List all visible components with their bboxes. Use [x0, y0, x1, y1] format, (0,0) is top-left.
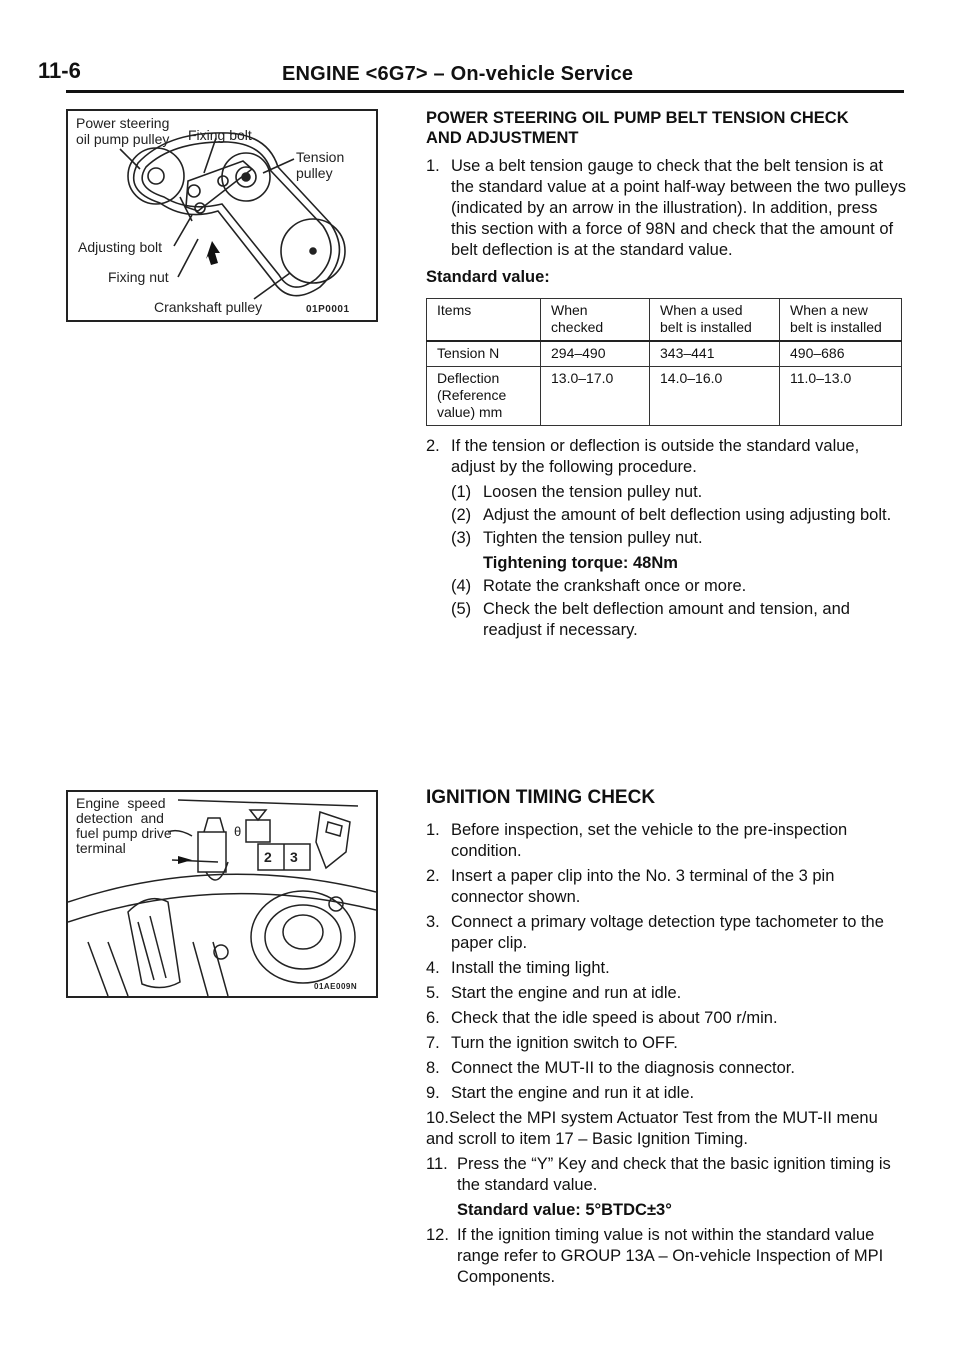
substep-number: (3) — [451, 529, 472, 547]
step-number: 7. — [426, 1034, 440, 1052]
figure2-code: 01AE009N — [314, 982, 358, 991]
adjusting-bolt-label: Adjusting bolt — [78, 239, 163, 255]
table-cell: 13.0–17.0 — [541, 367, 650, 426]
table-header-cell: When checked — [541, 299, 650, 342]
step-text: Start the engine and run at idle. — [451, 984, 682, 1002]
measurement-arrow-icon — [206, 241, 220, 265]
ignition-step — [426, 820, 906, 862]
substep-text: Loosen the tension pulley nut. — [483, 483, 703, 501]
ignition-timing-section — [426, 788, 906, 1292]
step-number: 3. — [426, 913, 440, 931]
step-number: 6. — [426, 1009, 440, 1027]
belt-spec-table — [426, 298, 902, 426]
substep-number: (2) — [451, 506, 472, 524]
table-header-row — [427, 299, 902, 342]
ignition-step — [426, 1008, 906, 1029]
step-number: 2. — [426, 437, 440, 455]
pin-2-label: 2 — [264, 849, 272, 865]
terminal-arrow-icon — [178, 856, 192, 864]
belt-tension-heading-line2: AND ADJUSTMENT — [426, 129, 579, 147]
belt-step-2 — [426, 436, 906, 478]
ignition-step — [426, 1033, 906, 1054]
table-cell: 11.0–13.0 — [780, 367, 902, 426]
step-text: If the tension or deflection is outside the standard value, adjust by the following procedure. — [451, 437, 860, 476]
pin-3-label: 3 — [290, 849, 298, 865]
substep — [426, 576, 906, 597]
tension-pulley-label: Tension pulley — [296, 149, 345, 181]
step-text: Select the MPI system Actuator Test from the MUT-II menu and scroll to item 17 – Basic Ignition Timing. — [426, 1109, 878, 1148]
belt-tension-section — [426, 108, 906, 643]
header-rule — [66, 90, 904, 93]
substep-number: (1) — [451, 483, 472, 501]
fixing-bolt-label: Fixing bolt — [188, 127, 252, 143]
ignition-step — [426, 866, 906, 908]
fixing-nut-label: Fixing nut — [108, 269, 169, 285]
step-text: Use a belt tension gauge to check that the belt tension is at the standard value at a point half-way between the two pulleys (indicated by an arrow in the illustration). In addition, press this section with a force of 98N and check that the amount of belt deflection is at the standard value. — [451, 157, 906, 259]
substep-text: Adjust the amount of belt deflection using adjusting bolt. — [483, 506, 892, 524]
table-header-cell: When a new belt is installed — [780, 299, 902, 342]
torque-note: Tightening torque: 48Nm — [483, 554, 678, 572]
ignition-step — [426, 1154, 906, 1196]
substep-number: (4) — [451, 577, 472, 595]
substep-number: (5) — [451, 600, 472, 618]
step-text: Press the “Y” Key and check that the basic ignition timing is the standard value. — [457, 1155, 891, 1194]
step-text: Start the engine and run it at idle. — [451, 1084, 695, 1102]
connector-figure — [66, 790, 378, 998]
step-number: 12. — [426, 1226, 449, 1244]
page-header-title: ENGINE <6G7> – On-vehicle Service — [282, 63, 634, 85]
step-text: Before inspection, set the vehicle to the pre-inspection condition. — [451, 821, 848, 860]
step-text: If the ignition timing value is not within the standard value range refer to GROUP 13A – On-vehicle Inspection of MPI Components. — [457, 1226, 884, 1286]
table-header-cell: When a used belt is installed — [650, 299, 780, 342]
ignition-step — [426, 1083, 906, 1104]
substep — [426, 482, 906, 503]
substep — [426, 528, 906, 549]
belt-layout-figure — [66, 109, 378, 322]
ignition-step — [426, 983, 906, 1004]
step-number: 5. — [426, 984, 440, 1002]
substep-text: Rotate the crankshaft once or more. — [483, 577, 747, 595]
step-number: 4. — [426, 959, 440, 977]
ignition-step — [426, 1108, 906, 1150]
substep — [426, 505, 906, 526]
step-text: Install the timing light. — [451, 959, 610, 977]
svg-text:θ: θ — [234, 824, 242, 839]
step-number: 10. — [426, 1109, 449, 1127]
table-cell: 490–686 — [780, 341, 902, 367]
ignition-step — [426, 1058, 906, 1079]
table-row — [427, 341, 902, 367]
step-text: Turn the ignition switch to OFF. — [451, 1034, 678, 1052]
ignition-step — [426, 958, 906, 979]
step-number: 2. — [426, 867, 440, 885]
ps-pulley-label: Power steering oil pump pulley — [76, 115, 170, 147]
page-number: 11-6 — [38, 58, 81, 83]
table-cell: 343–441 — [650, 341, 780, 367]
table-cell: Tension N — [427, 341, 541, 367]
table-header-cell: Items — [427, 299, 541, 342]
table-cell: Deflection (Reference value) mm — [427, 367, 541, 426]
figure1-code: 01P0001 — [306, 304, 350, 315]
step-number: 1. — [426, 821, 440, 839]
crankshaft-pulley-label: Crankshaft pulley — [154, 299, 263, 315]
standard-value-label: Standard value: — [426, 268, 550, 286]
ignition-step — [426, 912, 906, 954]
belt-tension-heading — [426, 108, 906, 148]
step-number: 11. — [426, 1155, 448, 1173]
ignition-standard-value: Standard value: 5°BTDC±3° — [457, 1201, 672, 1219]
step-text: Connect the MUT-II to the diagnosis connector. — [451, 1059, 795, 1077]
step-number: 8. — [426, 1059, 440, 1077]
table-cell: 14.0–16.0 — [650, 367, 780, 426]
substep-text: Tighten the tension pulley nut. — [483, 529, 703, 547]
ignition-timing-heading: IGNITION TIMING CHECK — [426, 787, 656, 808]
substep-text: Check the belt deflection amount and tension, and readjust if necessary. — [483, 600, 850, 639]
step-text: Connect a primary voltage detection type tachometer to the paper clip. — [451, 913, 884, 952]
step-text: Insert a paper clip into the No. 3 terminal of the 3 pin connector shown. — [451, 867, 835, 906]
step-text: Check that the idle speed is about 700 r/min. — [451, 1009, 778, 1027]
ignition-step — [426, 1225, 906, 1288]
table-row — [427, 367, 902, 426]
terminal-label: Engine speed detection and fuel pump drive terminal — [76, 795, 172, 856]
step-number: 9. — [426, 1084, 440, 1102]
table-cell: 294–490 — [541, 341, 650, 367]
substep — [426, 599, 906, 641]
belt-tension-heading-line1: POWER STEERING OIL PUMP BELT TENSION CHECK — [426, 109, 849, 127]
step-number: 1. — [426, 157, 440, 175]
belt-step-1 — [426, 156, 906, 261]
